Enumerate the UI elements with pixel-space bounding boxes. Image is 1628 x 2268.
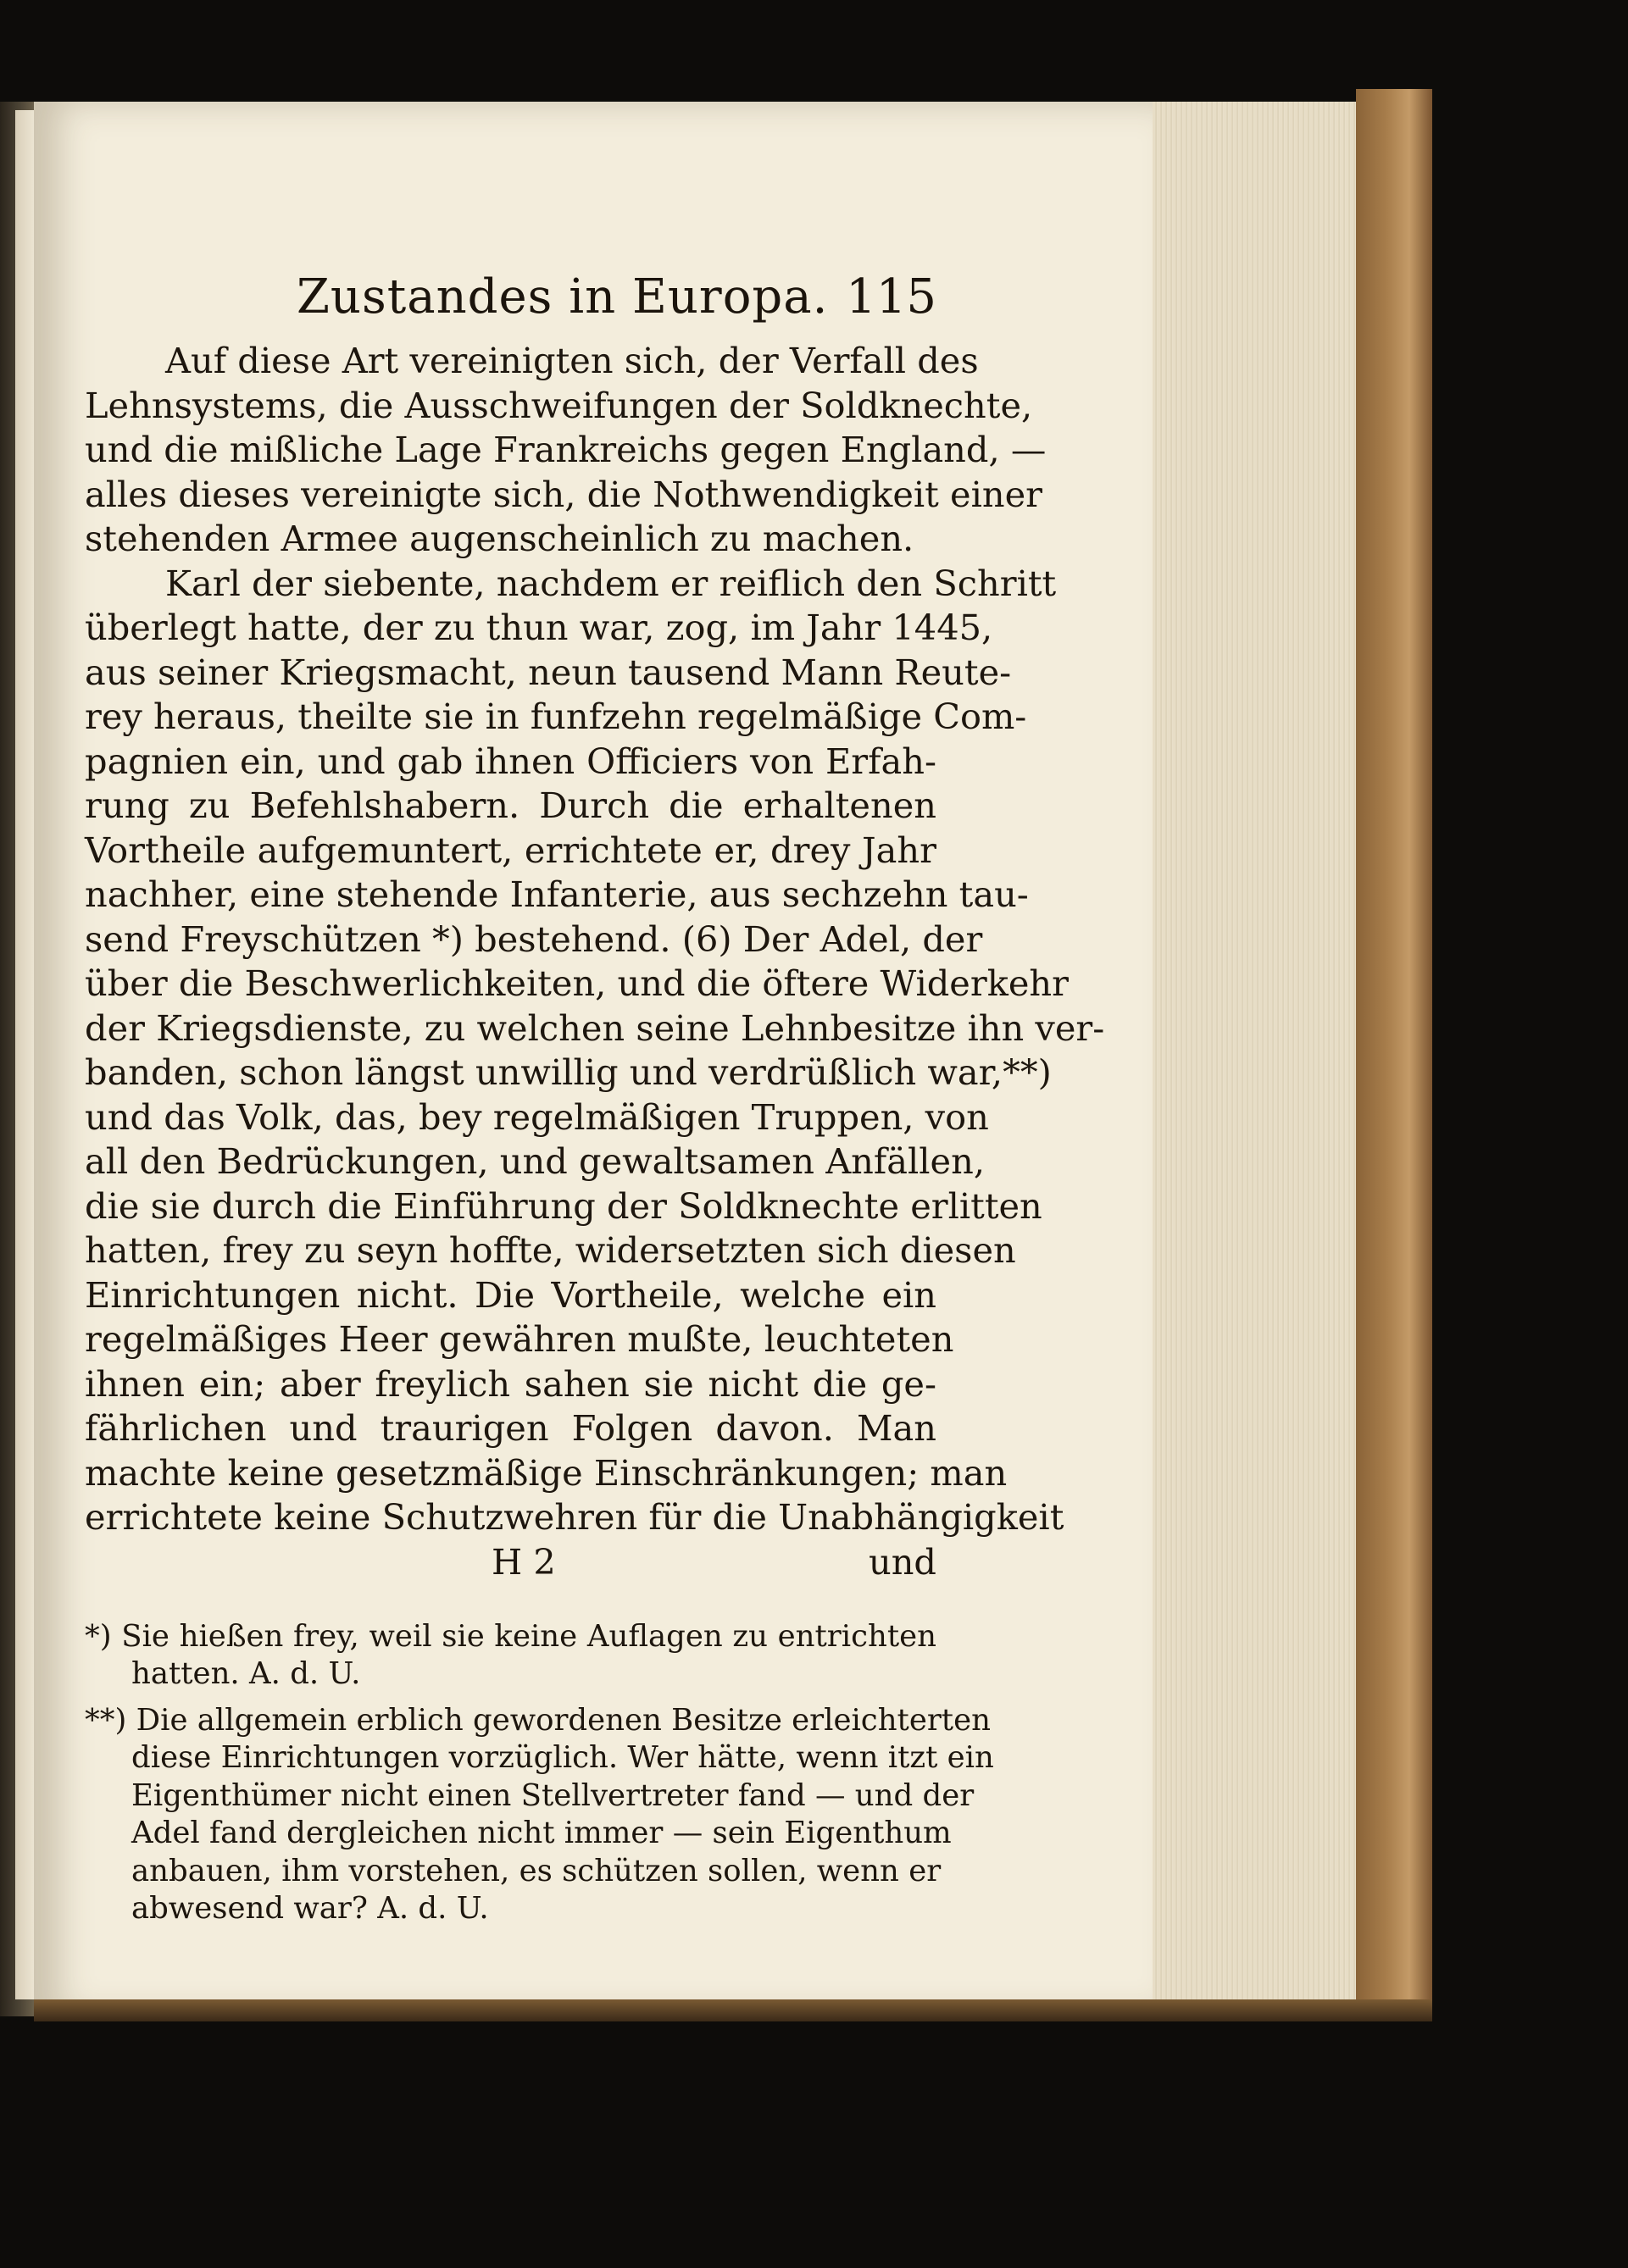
text-line: und das Volk, das, bey regelmäßigen Truppen, von <box>85 1095 989 1138</box>
footnote-1 <box>85 1618 936 1694</box>
footnote-line: *) Sie hießen frey, weil sie keine Auflagen zu entrichten <box>85 1618 936 1654</box>
text-line: Vortheile aufgemuntert, errichtete er, drey Jahr <box>85 829 936 871</box>
text-line: regelmäßiges Heer gewähren mußte, leuchteten <box>85 1318 954 1360</box>
text-line: stehenden Armee augenscheinlich zu machen. <box>85 518 914 559</box>
book-cover-bottom <box>34 1999 1432 2021</box>
book-cover-edge <box>1356 89 1432 2012</box>
signature-line <box>85 1540 936 1586</box>
text-line: nachher, eine stehende Infanterie, aus sechzehn tau- <box>85 873 1029 915</box>
text-line: aus seiner Kriegsmacht, neun tausend Mann Reute- <box>85 651 1012 693</box>
text-line: banden, schon längst unwillig und verdrüßlich war,**) <box>85 1051 1052 1093</box>
text-line: Lehnsystems, die Ausschweifungen der Soldknechte, <box>85 384 1033 426</box>
text-line: rey heraus, theilte sie in funfzehn regelmäßige Com- <box>85 696 1027 737</box>
footnote-line: abwesend war? A. d. U. <box>131 1891 489 1926</box>
text-block <box>85 263 1105 1937</box>
catchword: und <box>868 1540 936 1583</box>
signature-mark: H 2 <box>492 1540 556 1583</box>
text-line: und die mißliche Lage Frankreichs gegen England, — <box>85 429 1047 470</box>
text-line: die sie durch die Einführung der Soldknechte erlitten <box>85 1184 1042 1227</box>
footnote-line: Eigenthümer nicht einen Stellvertreter fand — und der <box>131 1777 975 1813</box>
text-line: machte keine gesetzmäßige Einschränkungen; man <box>85 1451 1008 1494</box>
text-line: fährlichen und traurigen Folgen davon. Man <box>85 1407 936 1449</box>
body-text <box>85 339 1105 1540</box>
text-line: über die Beschwerlichkeiten, und die öftere Widerkehr <box>85 962 1069 1004</box>
text-line: Auf diese Art vereinigten sich, der Verfall des <box>165 340 979 381</box>
footnote-line: **) Die allgemein erblich gewordenen Besitze erleichterten <box>85 1702 991 1738</box>
footnote-line: Adel fand dergleichen nicht immer — sein Eigenthum <box>131 1816 952 1850</box>
footnote-line: hatten. A. d. U. <box>131 1656 361 1691</box>
text-line: Karl der siebente, nachdem er reiflich den Schritt <box>165 562 1057 604</box>
text-line: ihnen ein; aber freylich sahen sie nicht die ge- <box>85 1362 936 1405</box>
page-header <box>85 263 936 339</box>
running-head: Zustandes in Europa. <box>297 269 829 324</box>
footnote-line: anbauen, ihm vorstehen, es schützen sollen, wenn er <box>131 1853 942 1888</box>
paragraph-2 <box>85 562 1105 1540</box>
text-line: all den Bedrückungen, und gewaltsamen Anfällen, <box>85 1140 986 1182</box>
text-line: der Kriegsdienste, zu welchen seine Lehnbesitze ihn ver- <box>85 1006 1105 1049</box>
text-line: errichtete keine Schutzwehren für die Unabhängigkeit <box>85 1496 1064 1538</box>
footnote-line: diese Einrichtungen vorzüglich. Wer hätte, wenn itzt ein <box>131 1740 994 1775</box>
text-line: send Freyschützen *) bestehend. (6) Der Adel, der <box>85 918 983 960</box>
text-line: Einrichtungen nicht. Die Vortheile, welche ein <box>85 1273 936 1316</box>
paragraph-1 <box>85 339 1047 562</box>
text-line: pagnien ein, und gab ihnen Officiers von Erfah- <box>85 740 936 782</box>
text-line: überlegt hatte, der zu thun war, zog, im Jahr 1445, <box>85 607 993 648</box>
page-number: 115 <box>846 269 936 324</box>
footnotes <box>85 1618 994 1928</box>
text-line: rung zu Befehlshabern. Durch die erhaltenen <box>85 785 936 826</box>
footnote-2 <box>85 1702 994 1928</box>
page-edges <box>1153 102 1358 1999</box>
text-line: hatten, frey zu seyn hoffte, widersetzten sich diesen <box>85 1229 1016 1271</box>
text-line: alles dieses vereinigte sich, die Nothwendigkeit einer <box>85 473 1042 515</box>
